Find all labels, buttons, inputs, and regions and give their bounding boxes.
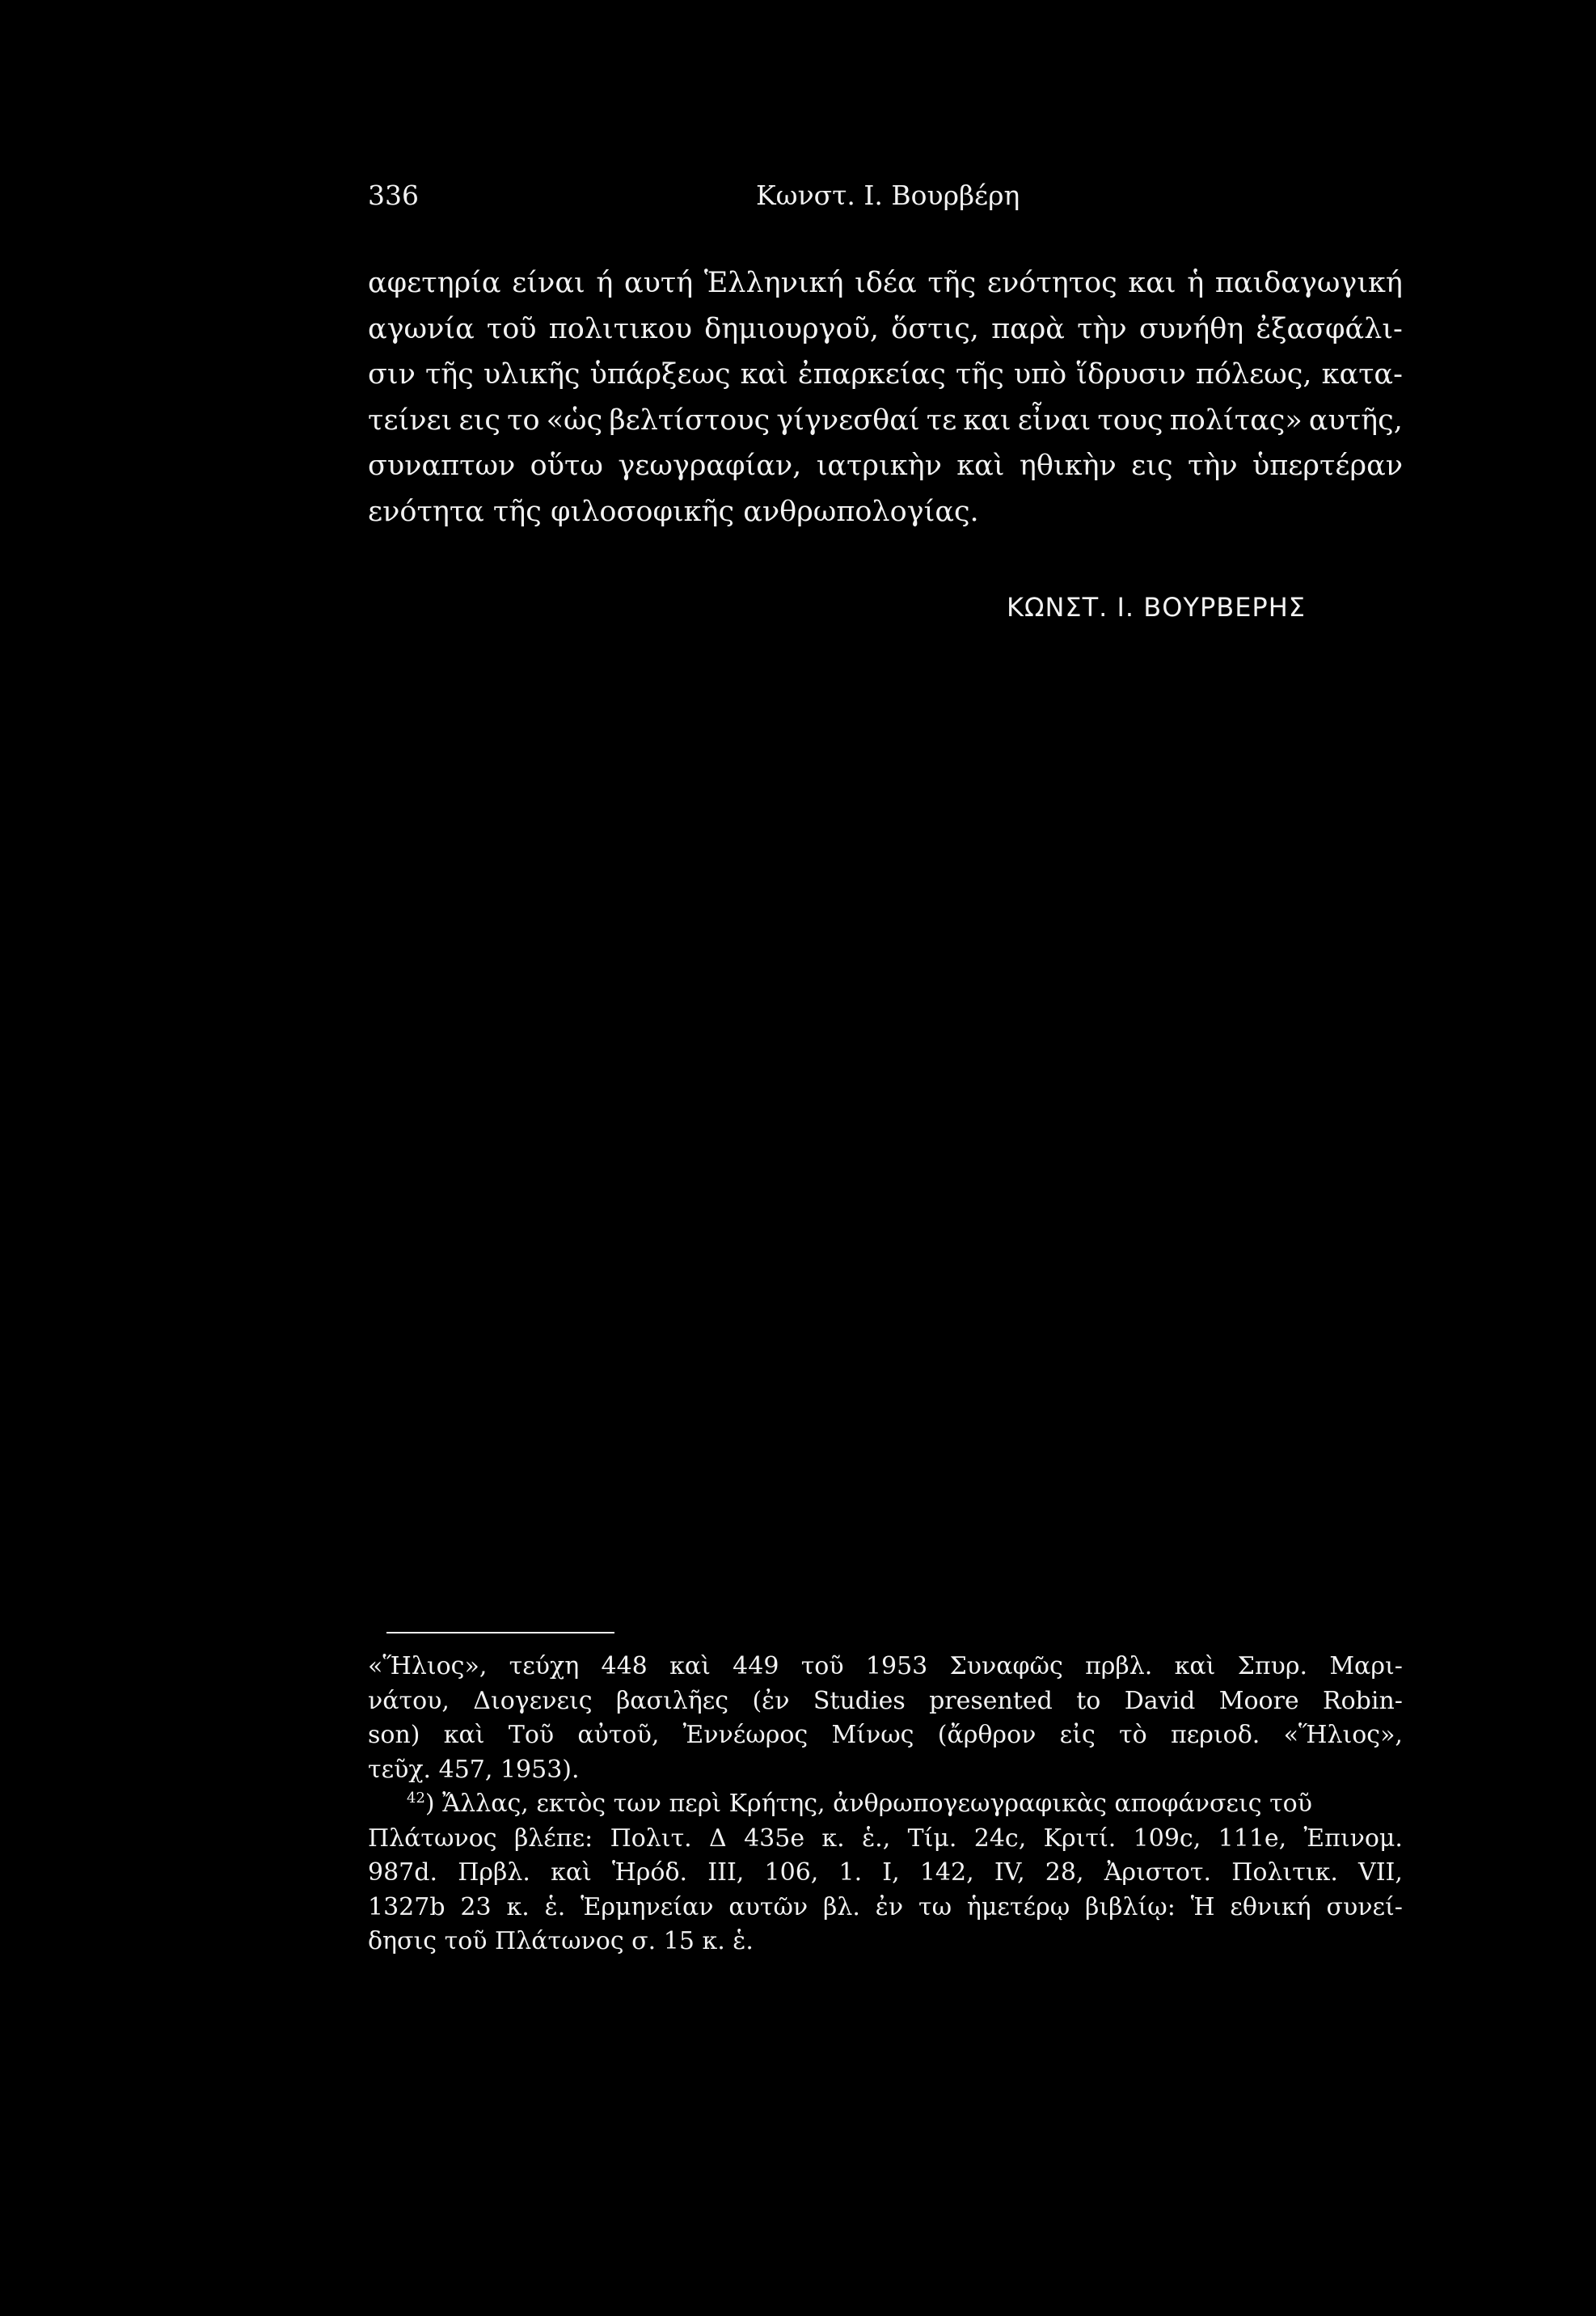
word: συναπτων: [368, 450, 516, 482]
word: καὶ: [669, 1652, 711, 1680]
word: Πολιτικ.: [1231, 1858, 1338, 1887]
footnote-line: [368, 1856, 1403, 1891]
body-paragraph: [368, 260, 1403, 535]
word: κ.: [506, 1892, 530, 1921]
word: (ἄρθρον: [937, 1721, 1037, 1749]
page-header: [368, 180, 1419, 220]
word: το: [507, 404, 540, 437]
footnote-divider: [386, 1632, 614, 1633]
word: υπὸ: [1013, 358, 1067, 391]
footnote-line: [368, 1650, 1403, 1684]
word: αὐτοῦ,: [577, 1721, 660, 1749]
body-line: [368, 260, 1403, 306]
footnote-text: [407, 1787, 1312, 1822]
word: γίγνεσθαί: [776, 404, 920, 437]
word: σιν: [368, 358, 416, 391]
word: ὑπερτέραν: [1252, 450, 1403, 482]
word: ηθικὴν: [1019, 450, 1117, 482]
word: 23: [460, 1892, 492, 1921]
word: Ἑλληνική: [703, 267, 844, 299]
word: ἐξασφάλι-: [1256, 312, 1403, 345]
word: ἑ.: [544, 1892, 566, 1921]
footnote-text-part: ) Ἄλλας, εκτὸς των περὶ Κρήτης, ἀνθρωπογεωγραφικὰς αποφάνσεις τοῦ: [424, 1790, 1312, 1818]
word: πολίτας»: [1169, 404, 1303, 437]
word: ἐν: [875, 1892, 904, 1921]
word: presented: [929, 1686, 1053, 1715]
word: Συναφῶς: [949, 1652, 1063, 1680]
word: τῆς: [955, 358, 1004, 391]
word: 1.: [838, 1858, 863, 1887]
word: Ἑρμηνείαν: [581, 1892, 714, 1921]
word: son): [368, 1721, 420, 1749]
word: βελτίστους: [609, 404, 771, 437]
word: 987d.: [368, 1858, 438, 1887]
footnote-marker: 42: [407, 1790, 425, 1807]
word: Διογενεις: [473, 1686, 593, 1715]
footnote-text: τεῦχ. 457, 1953).: [368, 1755, 580, 1784]
word: Ἐπινομ.: [1303, 1824, 1403, 1853]
word: συνήθη: [1138, 312, 1244, 345]
word: ενότητος: [986, 267, 1117, 299]
word: Τοῦ: [508, 1721, 555, 1749]
word: Δ: [709, 1824, 727, 1853]
body-line-text: ενότητα τῆς φιλοσοφικῆς ανθρωπολογίας.: [368, 495, 979, 528]
word: πρβλ.: [1085, 1652, 1153, 1680]
word: τοῦ: [800, 1652, 844, 1680]
word: αυτή: [623, 267, 694, 299]
word: ιδέα: [855, 267, 917, 299]
word: νάτου,: [368, 1686, 450, 1715]
word: Κριτί.: [1043, 1824, 1117, 1853]
word: Studies: [813, 1686, 906, 1715]
word: τῆς: [424, 358, 474, 391]
word: τὴν: [1188, 450, 1238, 482]
word: εθνική: [1230, 1892, 1311, 1921]
word: Πρβλ.: [458, 1858, 530, 1887]
word: περιοδ.: [1171, 1721, 1260, 1749]
word: 1953: [865, 1652, 928, 1680]
word: υλικῆς: [483, 358, 581, 391]
word: τὸ: [1119, 1721, 1147, 1749]
word: καὶ: [443, 1721, 485, 1749]
word: ιατρικὴν: [816, 450, 942, 482]
word: βλέπε:: [513, 1824, 593, 1853]
word: αυτῶν: [728, 1892, 809, 1921]
word: εἰς: [1059, 1721, 1096, 1749]
word: Ἐννέωρος: [682, 1721, 809, 1749]
word: Σπυρ.: [1237, 1652, 1308, 1680]
word: βασιλῆες: [615, 1686, 729, 1715]
word: 24c,: [973, 1824, 1027, 1853]
word: τείνει: [368, 404, 453, 437]
word: «Ἥλιος»,: [1283, 1721, 1403, 1749]
word: τῆς: [927, 267, 977, 299]
word: βιβλίῳ:: [1085, 1892, 1176, 1921]
word: Ἡ: [1190, 1892, 1215, 1921]
word: και: [1128, 267, 1176, 299]
word: βλ.: [823, 1892, 860, 1921]
word: τοῦ: [486, 312, 537, 345]
word: ἵδρυσιν: [1076, 358, 1186, 391]
word: VII,: [1358, 1858, 1403, 1887]
word: 449: [733, 1652, 779, 1680]
page-number: 336: [368, 180, 419, 211]
word: τε: [926, 404, 957, 437]
word: David: [1124, 1686, 1196, 1715]
word: ὑπάρξεως: [589, 358, 731, 391]
word: και: [963, 404, 1011, 437]
word: 109c,: [1133, 1824, 1201, 1853]
word: Robin-: [1323, 1686, 1403, 1715]
word: IV,: [994, 1858, 1025, 1887]
body-line: [368, 443, 1403, 489]
word: καὶ: [1174, 1652, 1216, 1680]
footnote-line: [368, 1822, 1403, 1857]
word: 142,: [919, 1858, 974, 1887]
body-line: [368, 306, 1403, 353]
word: πόλεως,: [1195, 358, 1312, 391]
word: Τίμ.: [907, 1824, 957, 1853]
body-line: [368, 398, 1403, 444]
word: αυτῆς,: [1308, 404, 1403, 437]
word: Μίνως: [831, 1721, 914, 1749]
word: 435e: [744, 1824, 805, 1853]
word: III,: [707, 1858, 745, 1887]
word: Moore: [1218, 1686, 1299, 1715]
word: ή: [596, 267, 614, 299]
word: Πλάτωνος: [368, 1824, 497, 1853]
word: τεύχη: [509, 1652, 580, 1680]
word: 28,: [1045, 1858, 1084, 1887]
word: εἶναι: [1017, 404, 1091, 437]
footnote-line: [368, 1787, 1403, 1822]
word: αγωνία: [368, 312, 475, 345]
word: «ὡς: [546, 404, 603, 437]
word: τους: [1097, 404, 1163, 437]
word: ἡ: [1187, 267, 1205, 299]
word: Ἡρόδ.: [612, 1858, 688, 1887]
footnote-line: [368, 1718, 1403, 1753]
word: τω: [918, 1892, 952, 1921]
word: Μαρι-: [1329, 1652, 1403, 1680]
footnote-line: [368, 1753, 1403, 1788]
word: πολιτικου: [548, 312, 693, 345]
word: Ἀριστοτ.: [1104, 1858, 1212, 1887]
word: ὅστις,: [891, 312, 979, 345]
word: (ἐν: [752, 1686, 790, 1715]
word: κ.: [821, 1824, 845, 1853]
word: 106,: [764, 1858, 819, 1887]
footnote-line: [368, 1891, 1403, 1925]
word: δημιουργοῦ,: [704, 312, 879, 345]
footnote-text: δησις τοῦ Πλάτωνος σ. 15 κ. ἑ.: [368, 1927, 754, 1955]
author-signature: ΚΩΝΣΤ. Ι. ΒΟΥΡΒΕΡΗΣ: [1007, 592, 1306, 623]
word: ἡμετέρῳ: [966, 1892, 1070, 1921]
word: τὴν: [1077, 312, 1127, 345]
word: καὶ: [956, 450, 1005, 482]
word: παιδαγωγική: [1214, 267, 1403, 299]
word: είναι: [512, 267, 585, 299]
footnotes: [368, 1650, 1403, 1959]
word: καὶ: [551, 1858, 592, 1887]
footnote-line: [368, 1684, 1403, 1719]
word: γεωγραφίαν,: [618, 450, 802, 482]
word: καὶ: [740, 358, 788, 391]
word: συνεί-: [1326, 1892, 1403, 1921]
word: εις: [458, 404, 500, 437]
word: 111e,: [1218, 1824, 1287, 1853]
word: to: [1076, 1686, 1101, 1715]
word: Πολιτ.: [610, 1824, 692, 1853]
body-line: [368, 352, 1403, 398]
word: κατα-: [1321, 358, 1403, 391]
word: οὕτω: [530, 450, 603, 482]
word: «Ἥλιος»,: [368, 1652, 488, 1680]
word: ἐπαρκείας: [797, 358, 946, 391]
word: ἑ.,: [862, 1824, 891, 1853]
footnote-line: [368, 1925, 1403, 1959]
word: εις: [1131, 450, 1173, 482]
running-title: Κωνστ. Ι. Βουρβέρη: [756, 180, 1020, 211]
word: 448: [601, 1652, 648, 1680]
word: παρὰ: [991, 312, 1065, 345]
word: αφετηρία: [368, 267, 501, 299]
word: 1327b: [368, 1892, 445, 1921]
word: I,: [882, 1858, 900, 1887]
body-line: [368, 489, 1403, 535]
